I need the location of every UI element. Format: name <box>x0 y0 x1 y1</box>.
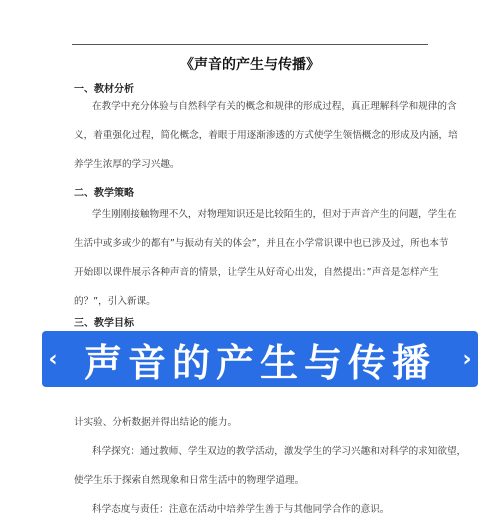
section-heading-2: 二、教学策略 <box>74 188 134 199</box>
paragraph-line: 开始即以课件展示各种声音的情景，让学生从好奇心出发，自然提出：”声音是怎样产生 <box>74 267 439 278</box>
title-banner <box>42 331 478 387</box>
chevron-right-icon[interactable]: › <box>462 346 472 372</box>
paragraph-line: 养学生浓厚的学习兴趣。 <box>74 159 180 170</box>
paragraph-line: 计实验、分析数据并得出结论的能力。 <box>74 417 238 428</box>
paragraph-line: 科学态度与责任：注意在活动中培养学生善于与其他同学合作的意识。 <box>92 504 390 515</box>
section-1-paragraph <box>74 92 458 179</box>
paragraph-line: 生活中或多或少的都有”与振动有关的体会”，并且在小学常识课中也已涉及过，所也本节 <box>74 238 449 249</box>
chevron-left-icon[interactable]: ‹ <box>48 346 58 372</box>
header-rule <box>72 44 428 45</box>
section-heading-3: 三、教学目标 <box>74 318 134 329</box>
paragraph-line: 使学生乐于探索自然现象和日常生活中的物理学道理。 <box>74 475 305 486</box>
section-2-paragraph <box>74 200 457 316</box>
paragraph-line: 学生刚刚接触物理不久，对物理知识还是比较陌生的，但对于声音产生的问题，学生在 <box>92 209 457 220</box>
paragraph-line: 在教学中充分体验与自然科学有关的概念和规律的形成过程，真正理解科学和规律的含 <box>92 101 457 112</box>
section-3-paragraph <box>74 408 467 524</box>
banner-title: 声音的产生与传播 <box>83 339 436 385</box>
paragraph-line: 的？”，引入新课。 <box>74 296 156 307</box>
page-title: 《声音的产生与传播》 <box>180 57 320 73</box>
section-heading-1: 一、教材分析 <box>74 84 134 95</box>
paragraph-line: 科学探究：通过教师、学生双边的教学活动，激发学生的学习兴趣和对科学的求知欲望， <box>92 446 467 457</box>
paragraph-line: 义，着重强化过程，简化概念，着眼于用逐渐渗透的方式使学生领悟概念的形成及内涵，培 <box>74 130 458 141</box>
